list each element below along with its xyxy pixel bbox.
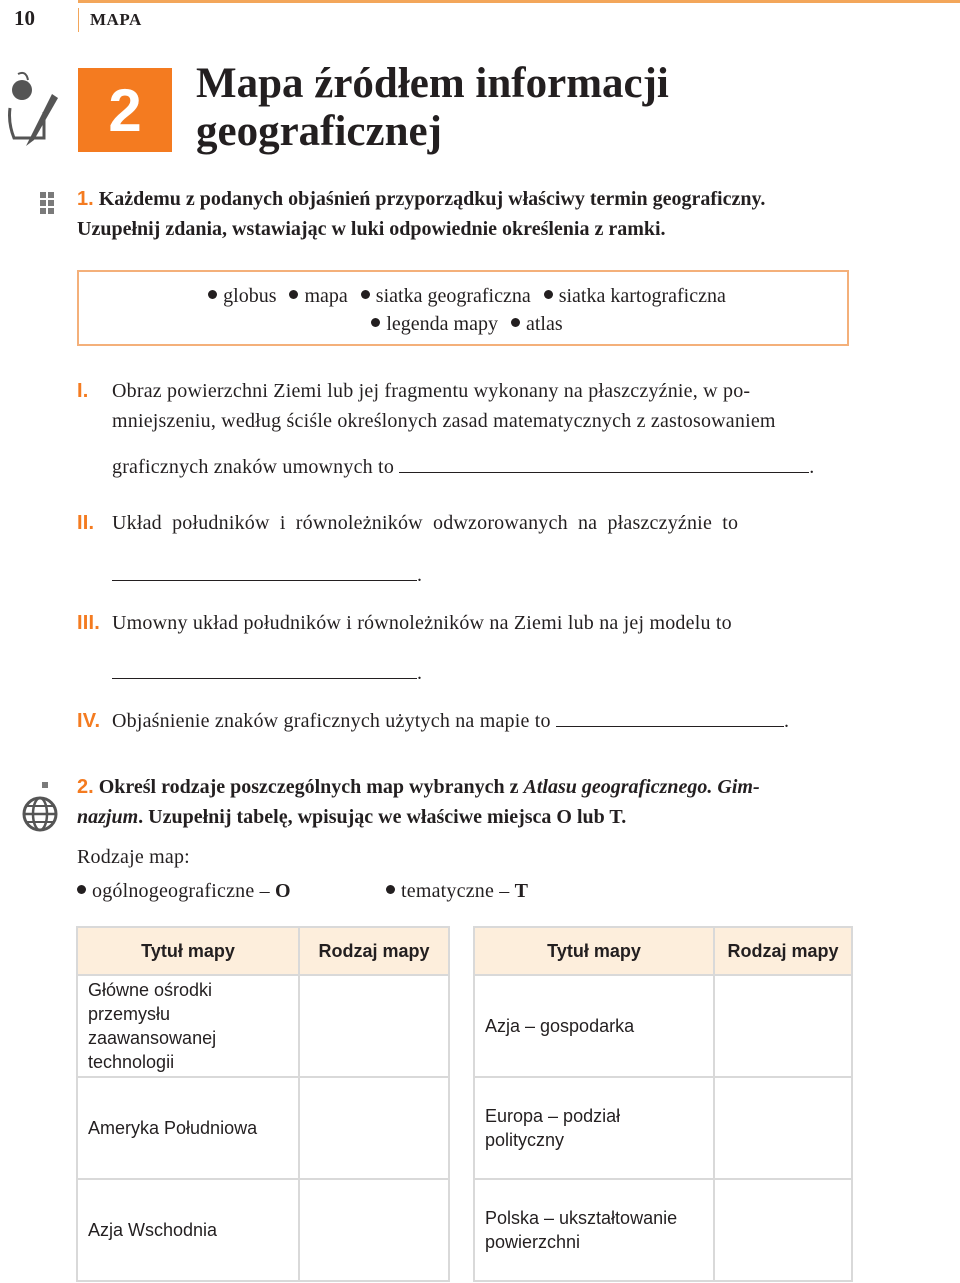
map-title-cell: Polska – ukształtowanie powierzchni bbox=[474, 1179, 714, 1281]
answer-blank[interactable] bbox=[399, 454, 809, 473]
item-1-line2: mniejszeniu, według ściśle określonych zasad matematycznych z zastosowaniem bbox=[112, 410, 776, 432]
difficulty-marker bbox=[40, 208, 46, 214]
task1-instruction-line2: Uzupełnij zdania, wstawiając w luki odpowiednie określenia z ramki. bbox=[77, 218, 666, 240]
answer-blank[interactable] bbox=[112, 562, 417, 581]
map-type-answer-cell[interactable] bbox=[714, 1077, 852, 1179]
item-3-text: Umowny układ południków i równoleżników na Ziemi lub na jej modelu to bbox=[112, 612, 732, 634]
item-label: II. bbox=[77, 512, 95, 534]
maps-table-left bbox=[76, 926, 450, 1282]
item-1-line3: graficznych znaków umownych to . bbox=[112, 456, 815, 478]
item-1-line1: Obraz powierzchni Ziemi lub jej fragmentu wykonany na płaszczyźnie, w po- bbox=[112, 380, 751, 402]
item-label: III. bbox=[77, 612, 101, 634]
difficulty-marker bbox=[48, 200, 54, 206]
col-type-header: Rodzaj mapy bbox=[299, 927, 449, 975]
difficulty-marker bbox=[48, 208, 54, 214]
answer-blank[interactable] bbox=[556, 708, 784, 727]
difficulty-marker bbox=[42, 782, 48, 788]
item-1-text bbox=[112, 376, 857, 436]
col-title-header: Tytuł mapy bbox=[77, 927, 299, 975]
map-title-cell: Azja – gospodarka bbox=[474, 975, 714, 1077]
lesson-title bbox=[196, 60, 896, 156]
item-4-text: Objaśnienie znaków graficznych użytych na mapie to . bbox=[112, 710, 790, 732]
task1-number: 1. bbox=[77, 188, 94, 210]
header-separator bbox=[78, 8, 79, 32]
pencil-notebook-icon bbox=[4, 68, 68, 148]
lesson-number: 2 bbox=[78, 68, 172, 152]
term: legenda mapy bbox=[386, 313, 498, 335]
map-type-answer-cell[interactable] bbox=[714, 975, 852, 1077]
section-title: MAPA bbox=[90, 10, 142, 29]
task1-instruction bbox=[77, 184, 867, 244]
item-2-text: Układ południków i równoleżników odwzorowanych na płaszczyźnie to bbox=[112, 512, 739, 534]
map-type-thematic: tematyczne – T bbox=[386, 876, 528, 906]
map-title-cell: Azja Wschodnia bbox=[77, 1179, 299, 1281]
map-title-cell: Ameryka Południowa bbox=[77, 1077, 299, 1179]
term: mapa bbox=[304, 285, 348, 307]
answer-blank[interactable] bbox=[112, 660, 417, 679]
map-type-answer-cell[interactable] bbox=[299, 1179, 449, 1281]
map-types-label: Rodzaje map: bbox=[77, 846, 190, 868]
globe-icon bbox=[20, 794, 60, 834]
item-2-blank-line: . bbox=[112, 560, 422, 590]
terms-box bbox=[77, 270, 849, 346]
title-line-1: Mapa źródłem informacji bbox=[196, 60, 669, 107]
map-type-general: ogólnogeograficzne – O bbox=[77, 876, 291, 906]
task1-instruction-line1: Każdemu z podanych objaśnień przyporządkuj właściwy termin geograficzny. bbox=[98, 188, 766, 210]
map-title-cell: Europa – podział polityczny bbox=[474, 1077, 714, 1179]
col-type-header: Rodzaj mapy bbox=[714, 927, 852, 975]
term: globus bbox=[223, 285, 277, 307]
term: siatka geograficzna bbox=[375, 285, 531, 307]
term: atlas bbox=[525, 313, 563, 335]
map-type-answer-cell[interactable] bbox=[299, 1077, 449, 1179]
difficulty-marker bbox=[48, 192, 54, 198]
task2-number: 2. bbox=[77, 776, 94, 798]
map-type-answer-cell[interactable] bbox=[714, 1179, 852, 1281]
map-type-answer-cell[interactable] bbox=[299, 975, 449, 1077]
item-label: I. bbox=[77, 380, 89, 402]
difficulty-marker bbox=[40, 200, 46, 206]
item-3-blank-line: . bbox=[112, 658, 422, 688]
title-line-2: geograficznej bbox=[196, 108, 442, 155]
term: siatka kartograficzna bbox=[558, 285, 726, 307]
map-title-cell: Główne ośrodki przemysłu zaawansowanej technologii bbox=[77, 975, 299, 1077]
task2-instruction: 2. Określ rodzaje poszczególnych map wybranych z Atlasu geograficznego. Gim- nazjum. Uzupełnij tabelę, wpisując we właściwe miejsca O lub T. bbox=[77, 776, 760, 828]
col-title-header: Tytuł mapy bbox=[474, 927, 714, 975]
maps-table-right bbox=[473, 926, 853, 1282]
difficulty-marker bbox=[40, 192, 46, 198]
header-rule bbox=[78, 0, 960, 3]
item-label: IV. bbox=[77, 710, 101, 732]
page-number: 10 bbox=[14, 6, 35, 30]
